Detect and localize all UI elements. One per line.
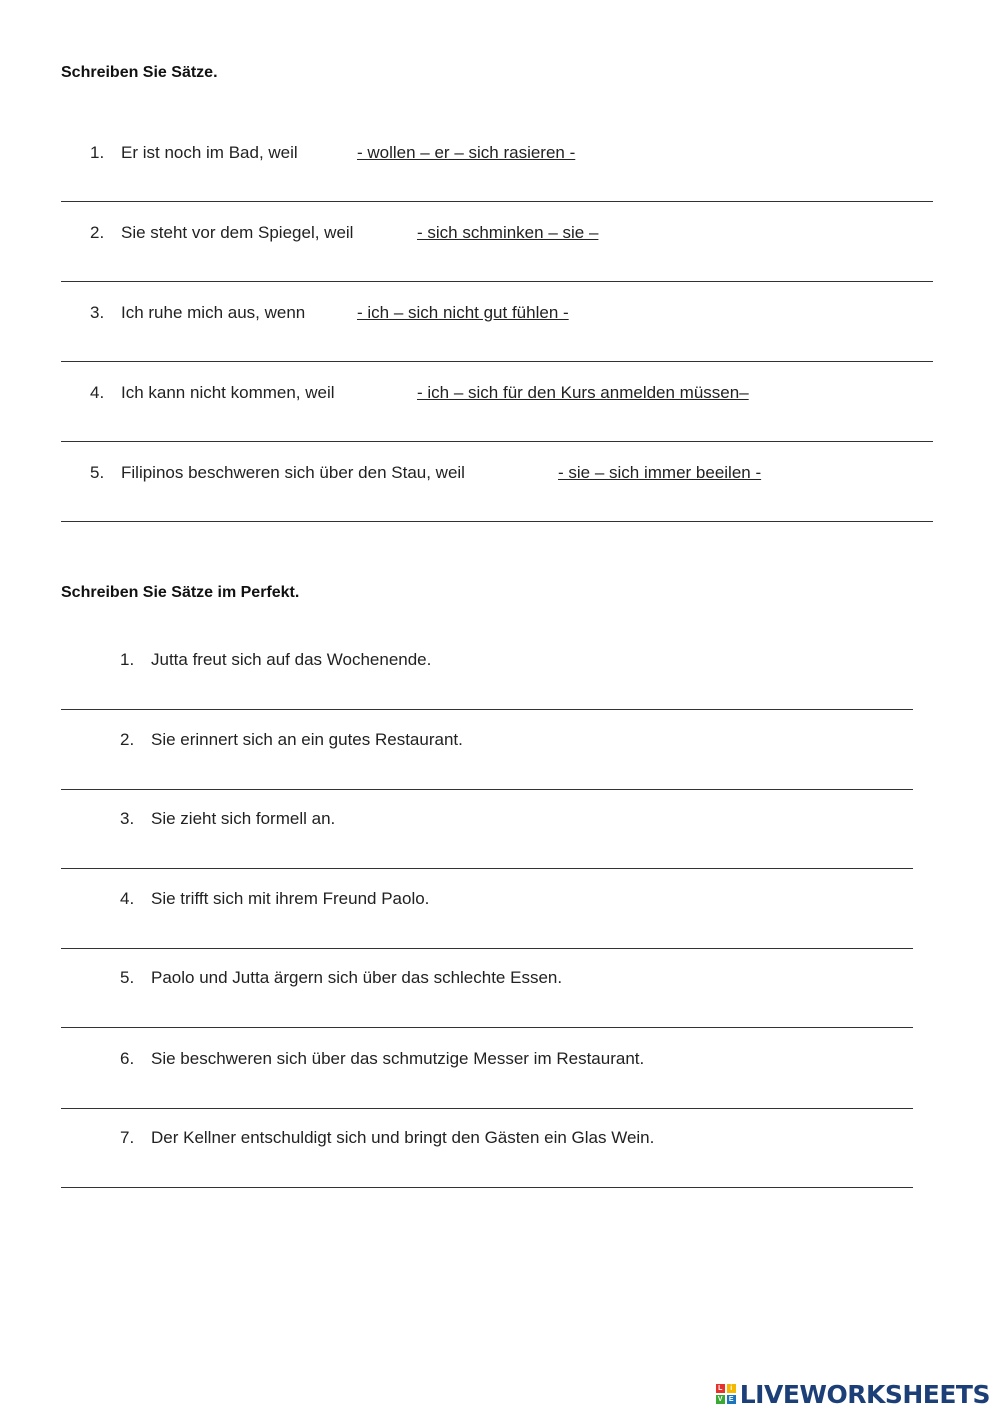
s1-item1-sentence: Er ist noch im Bad, weil	[121, 143, 298, 162]
logo-tiles-icon	[716, 1384, 736, 1404]
s2-item6-answer-line[interactable]	[61, 1108, 913, 1109]
s2-item4-sentence: Sie trifft sich mit ihrem Freund Paolo.	[151, 889, 430, 908]
s1-item2-number: 2.	[90, 223, 105, 242]
s1-item5-hint: - sie – sich immer beeilen -	[558, 463, 762, 482]
s2-item2-sentence: Sie erinnert sich an ein gutes Restaurant.	[151, 730, 463, 749]
s1-item2-answer-line[interactable]	[61, 281, 933, 282]
s2-item5-number: 5.	[120, 968, 135, 987]
s2-item5-sentence: Paolo und Jutta ärgern sich über das schlechte Essen.	[151, 968, 563, 987]
s1-item5-sentence: Filipinos beschweren sich über den Stau, weil	[121, 463, 465, 482]
s1-item3-hint: - ich – sich nicht gut fühlen -	[357, 303, 569, 322]
s2-item3-answer-line[interactable]	[61, 868, 913, 869]
liveworksheets-logo	[716, 1380, 990, 1408]
s1-item4-sentence: Ich kann nicht kommen, weil	[121, 383, 335, 402]
logo-tile-l: L	[716, 1384, 725, 1393]
s1-item4-hint: - ich – sich für den Kurs anmelden müssen–	[417, 383, 749, 402]
s1-item3-sentence: Ich ruhe mich aus, wenn	[121, 303, 306, 322]
s1-item5-answer-line[interactable]	[61, 521, 933, 522]
s2-item1-sentence: Jutta freut sich auf das Wochenende.	[151, 650, 432, 669]
s1-item1-number: 1.	[90, 143, 105, 162]
s2-item7-answer-line[interactable]	[61, 1187, 913, 1188]
logo-tile-e: E	[727, 1395, 736, 1404]
s2-item7-sentence: Der Kellner entschuldigt sich und bringt den Gästen ein Glas Wein.	[151, 1128, 655, 1147]
s2-item4-answer-line[interactable]	[61, 948, 913, 949]
s1-item4-answer-line[interactable]	[61, 441, 933, 442]
s2-item5-answer-line[interactable]	[61, 1027, 913, 1028]
s2-item4-number: 4.	[120, 889, 135, 908]
s2-item3-number: 3.	[120, 809, 135, 828]
s1-item5-number: 5.	[90, 463, 105, 482]
s1-item1-hint: - wollen – er – sich rasieren -	[357, 143, 576, 162]
s2-item7-number: 7.	[120, 1128, 135, 1147]
logo-tile-i: i	[727, 1384, 736, 1393]
s1-item1-answer-line[interactable]	[61, 201, 933, 202]
section2-heading: Schreiben Sie Sätze im Perfekt.	[61, 584, 300, 601]
s1-item2-sentence: Sie steht vor dem Spiegel, weil	[121, 223, 354, 242]
s1-item3-answer-line[interactable]	[61, 361, 933, 362]
logo-tile-v: V	[716, 1395, 725, 1404]
logo-text: LIVEWORKSHEETS	[739, 1379, 990, 1409]
s1-item3-number: 3.	[90, 303, 105, 322]
s1-item4-number: 4.	[90, 383, 105, 402]
s2-item1-number: 1.	[120, 650, 135, 669]
s2-item2-answer-line[interactable]	[61, 789, 913, 790]
s1-item2-hint: - sich schminken – sie –	[417, 223, 599, 242]
s2-item2-number: 2.	[120, 730, 135, 749]
s2-item6-sentence: Sie beschweren sich über das schmutzige Messer im Restaurant.	[151, 1049, 645, 1068]
s2-item6-number: 6.	[120, 1049, 135, 1068]
section1-heading: Schreiben Sie Sätze.	[61, 64, 218, 81]
s2-item1-answer-line[interactable]	[61, 709, 913, 710]
s2-item3-sentence: Sie zieht sich formell an.	[151, 809, 336, 828]
